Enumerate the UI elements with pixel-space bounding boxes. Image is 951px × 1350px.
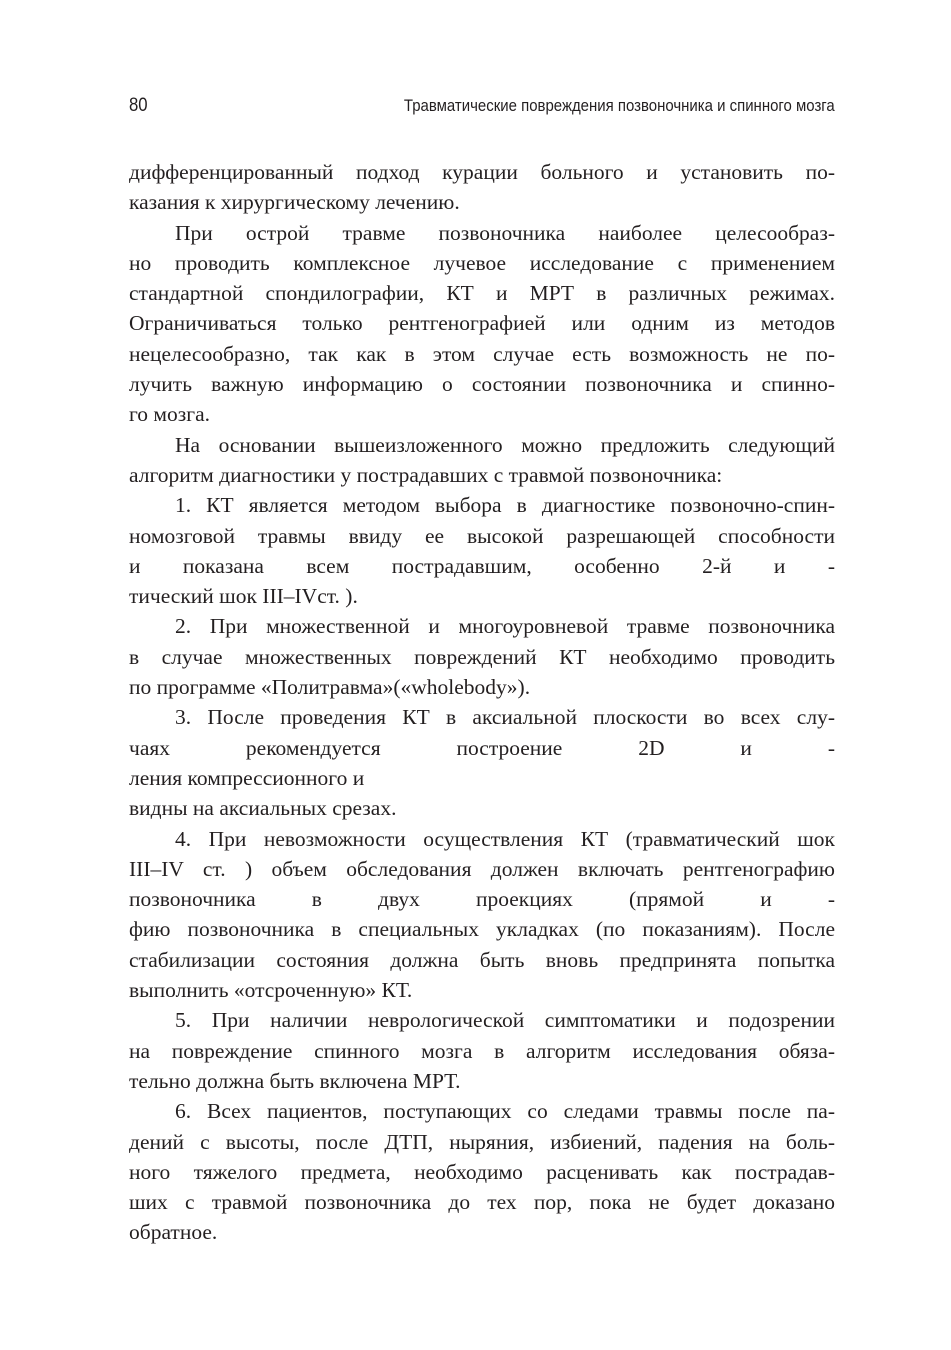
running-header (129, 93, 835, 119)
text-line: видны на аксиальных срезах. (129, 796, 397, 821)
text-line: казания к хирургическому лечению. (129, 190, 460, 215)
text-line: III–IV ст. ) объем обследования должен включать рентгенографию (129, 856, 835, 881)
body-text (129, 157, 835, 1248)
text-line: 1. КТ является методом выбора в диагностике позвоночно-спин- (175, 493, 835, 518)
text-line: номозговой травмы ввиду ее высокой разрешающей способности (129, 523, 835, 548)
text-line: позвоночника в двух проекциях (прямой и - (129, 887, 835, 912)
text-line: обратное. (129, 1220, 218, 1245)
text-line: нецелесообразно, так как в этом случае есть возможность не по- (129, 341, 835, 366)
text-line: лучить важную информацию о состоянии позвоночника и спинно- (129, 372, 835, 397)
text-line: го мозга. (129, 402, 210, 427)
text-line: на повреждение спинного мозга в алгоритм исследования обяза- (129, 1038, 835, 1063)
text-line: 6. Всех пациентов, поступающих со следами травмы после па- (175, 1099, 835, 1124)
text-line: стабилизации состояния должна быть вновь предпринята попытка (129, 947, 835, 972)
text-line: дифференцированный подход курации больного и установить по- (129, 160, 835, 184)
text-line: При острой травме позвоночника наиболее целесообраз- (175, 220, 835, 245)
text-line: Ограничиваться только рентгенографией или одним из методов (129, 311, 835, 336)
running-title: Травматические повреждения позвоночника и спинного мозга (403, 96, 835, 115)
text-line: стандартной спондилографии, КТ и МРТ в различных режимах. (129, 281, 835, 306)
text-line: но проводить комплексное лучевое исследование с применением (129, 250, 835, 275)
text-line: ших с травмой позвоночника до тех пор, пока не будет доказано (129, 1190, 835, 1215)
text-line: ления компрессионного и (129, 765, 365, 790)
page-number: 80 (129, 95, 148, 116)
text-line: выполнить «отсроченную» КТ. (129, 978, 413, 1003)
text-line: алгоритм диагностики у пострадавших с травмой позвоночника: (129, 462, 723, 487)
text-line: ного тяжелого предмета, необходимо расценивать как пострадав- (129, 1159, 835, 1184)
text-line: тический шок III–IVст. ). (129, 584, 358, 609)
text-line: и показана всем пострадавшим, особенно 2-й и - (129, 553, 835, 578)
text-line: фию позвоночника в специальных укладках (по показаниям). После (129, 917, 835, 942)
text-line: 3. После проведения КТ в аксиальной плоскости во всех слу- (175, 705, 835, 730)
text-line: чаях рекомендуется построение 2D и - (129, 735, 835, 760)
text-line: дений с высоты, после ДТП, ныряния, избиений, падения на боль- (129, 1129, 835, 1154)
text-line: тельно должна быть включена МРТ. (129, 1068, 461, 1093)
text-line: На основании вышеизложенного можно предложить следующий (175, 432, 835, 457)
text-line: 2. При множественной и многоуровневой травме позвоночника (175, 614, 835, 639)
text-line: в случае множественных повреждений КТ необходимо проводить (129, 644, 835, 669)
text-line: 5. При наличии неврологической симптоматики и подозрении (175, 1008, 835, 1033)
text-line: по программе «Политравма»(«wholebody»). (129, 675, 531, 700)
text-line: 4. При невозможности осуществления КТ (травматический шок (175, 826, 835, 851)
